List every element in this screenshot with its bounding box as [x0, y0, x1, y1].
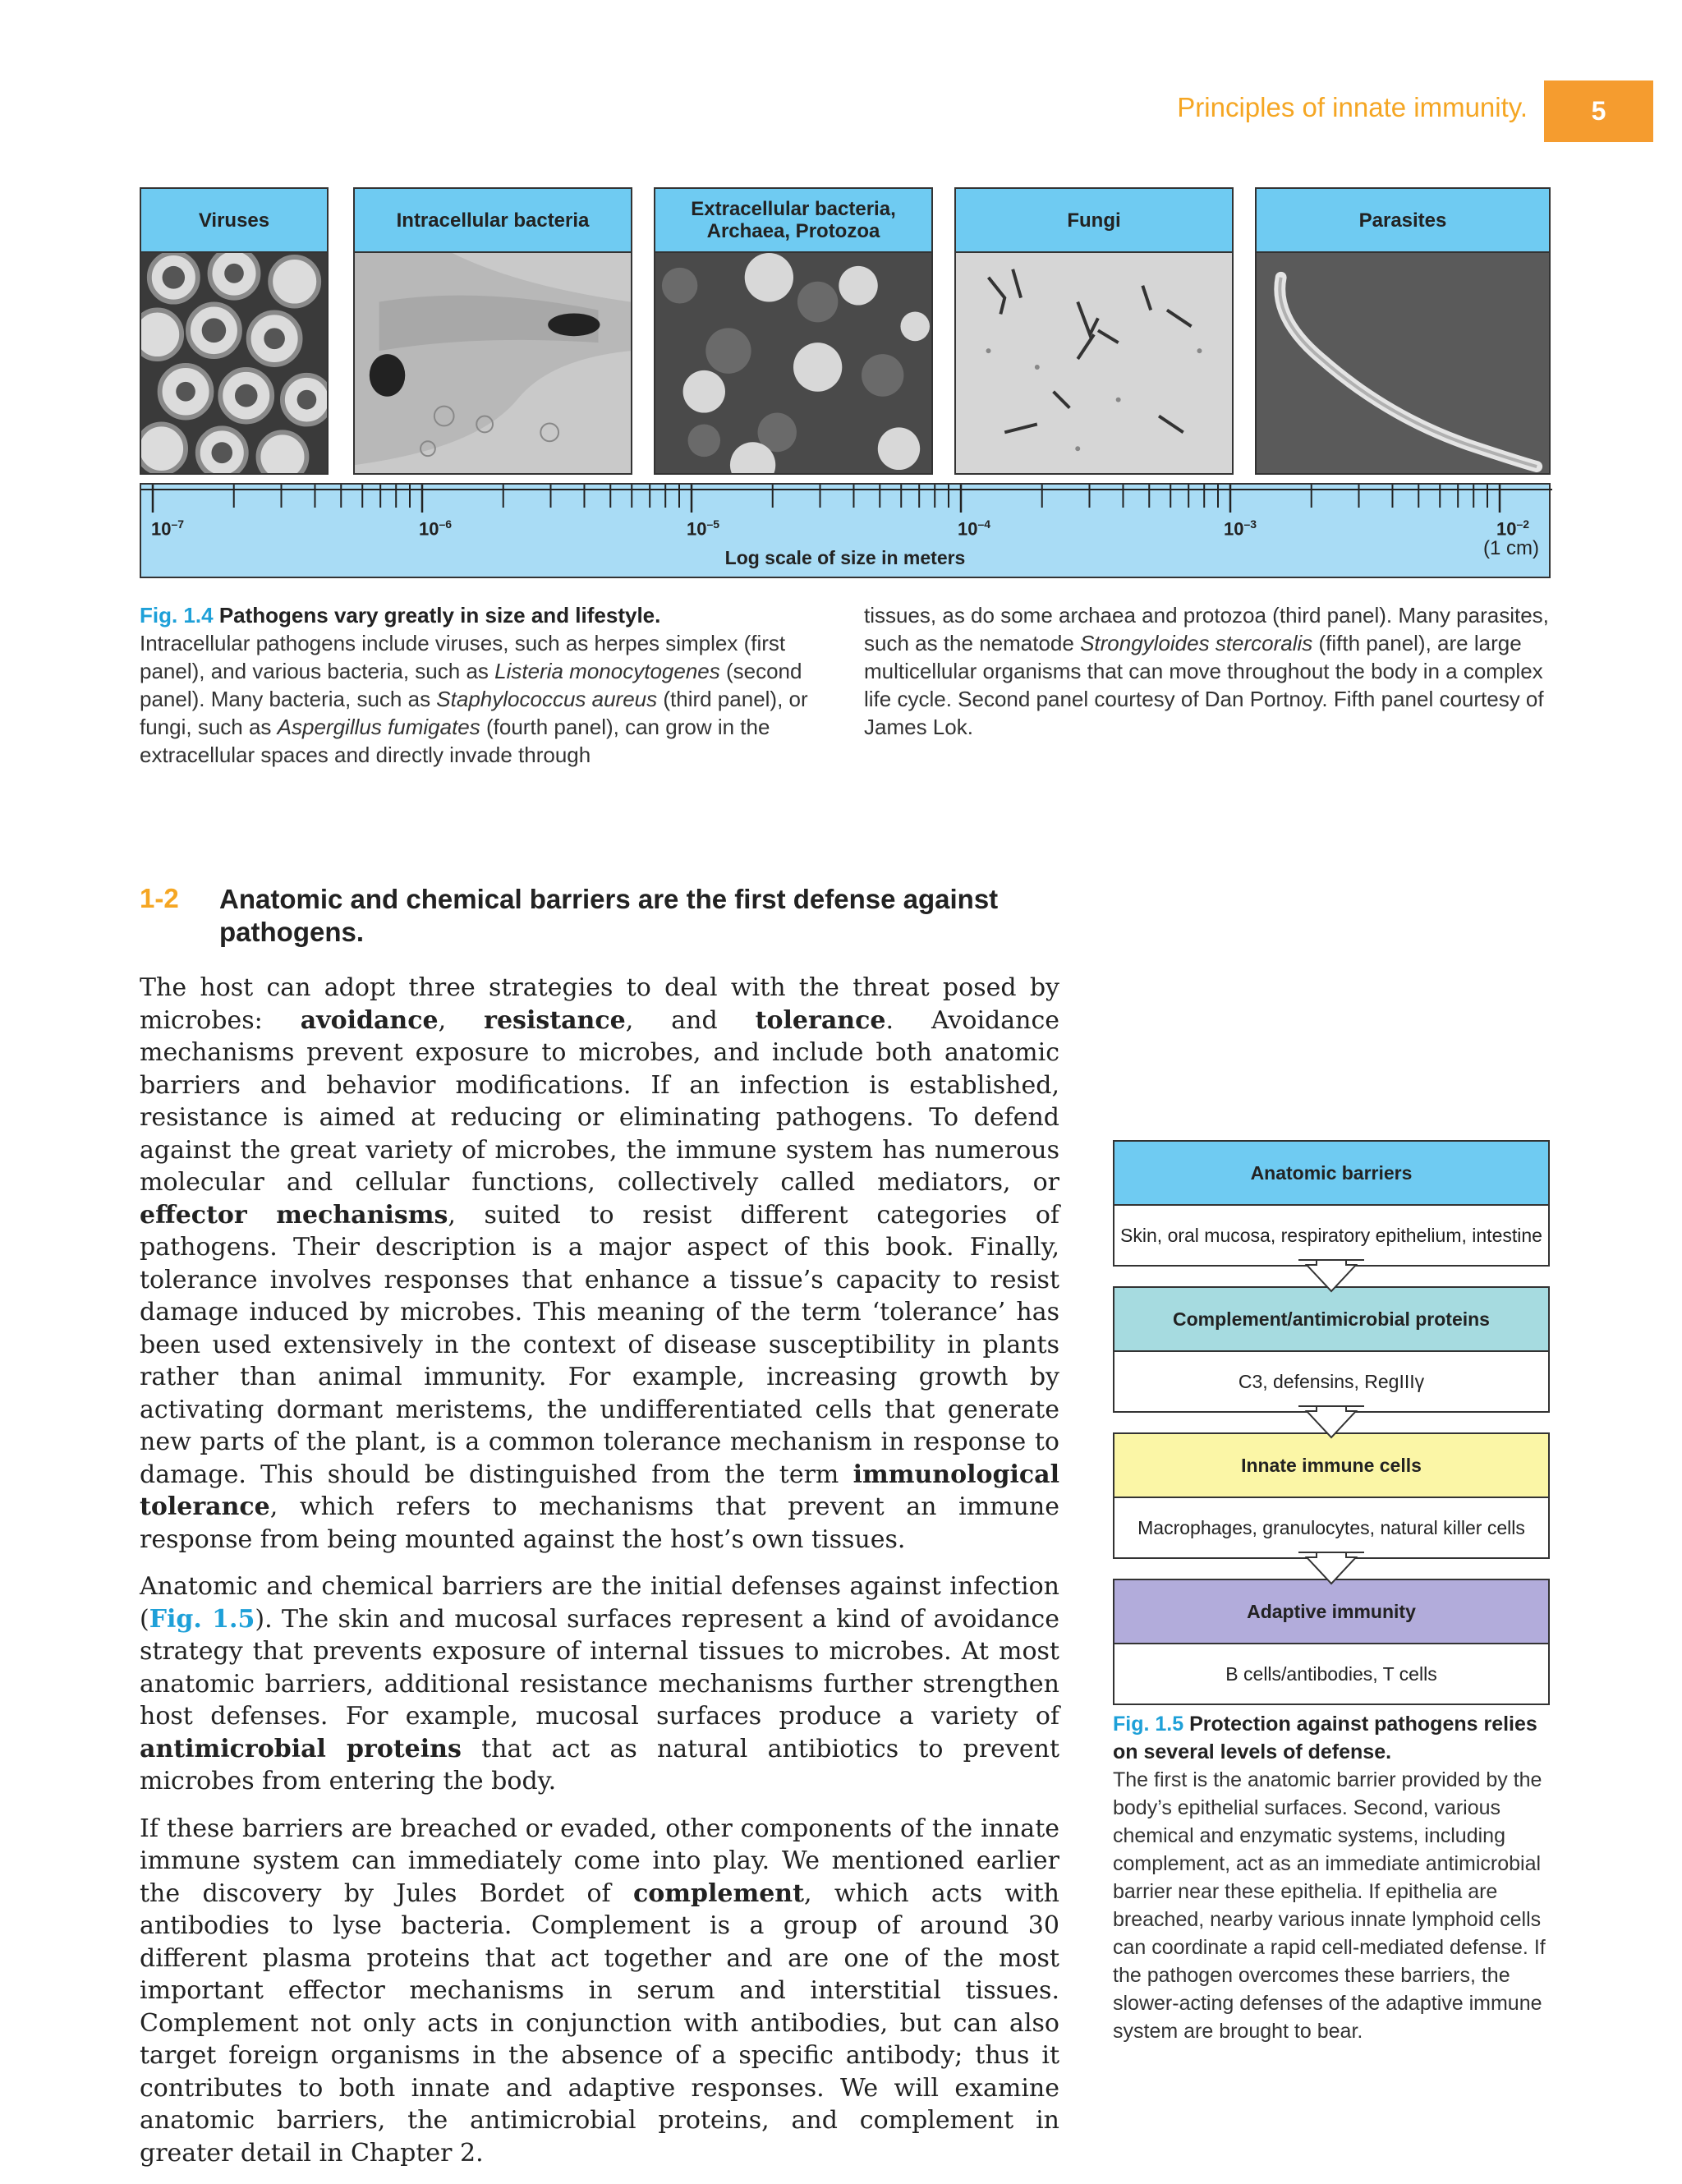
down-arrow-icon — [1113, 1559, 1550, 1579]
level-title: Anatomic barriers — [1114, 1142, 1548, 1206]
figure-1-4-caption — [140, 601, 842, 769]
log-scale-bar — [140, 483, 1551, 578]
figure-reference-link[interactable]: Fig. 1.5 — [149, 1604, 255, 1634]
caption-title: Protection against pathogens relies on several levels of defense. — [1113, 1713, 1537, 1763]
body-text — [140, 972, 1059, 2184]
figure-1-5-diagram — [1113, 1140, 1550, 1705]
level-detail: C3, defensins, RegIIIγ — [1114, 1352, 1548, 1411]
section-number: 1-2 — [140, 883, 179, 913]
fungi-micrograph — [956, 253, 1232, 473]
level-adaptive-immunity — [1113, 1579, 1550, 1705]
figure-1-5-caption — [1113, 1710, 1556, 2045]
caption-text: tissues, as do some archaea and protozoa (third panel). Many parasites, such as the nematode — [864, 603, 1549, 655]
species-name: Aspergillus fumigates — [277, 715, 480, 739]
species-name: Strongyloides stercoralis — [1080, 631, 1313, 655]
down-arrow-icon — [1113, 1267, 1550, 1286]
extracellular-micrograph — [655, 253, 931, 473]
panel-parasites — [1255, 187, 1551, 475]
tick-label: $10^{-3}$ — [1224, 517, 1257, 540]
panel-intracellular-bacteria — [353, 187, 632, 475]
caption-text: Intracellular pathogens include viruses, such as herpes simplex (first panel), and various bacteria, such as — [140, 631, 786, 683]
caption-text: (fourth panel), can grow in the extracellular spaces and directly invade through — [140, 715, 770, 767]
tick-label: $10^{-4}$ — [958, 517, 991, 540]
tick-label: $10^{-2}$ — [1496, 517, 1530, 540]
bacteria-micrograph — [355, 253, 631, 473]
tick-label: $10^{-7}$ — [151, 517, 185, 540]
level-detail: B cells/antibodies, T cells — [1114, 1644, 1548, 1704]
scale-unit-note: (1 cm) — [1483, 537, 1539, 559]
panel-label: Intracellular bacteria — [355, 189, 631, 253]
panel-fungi — [954, 187, 1234, 475]
scale-ticks — [141, 485, 1552, 517]
panel-label: Viruses — [141, 189, 327, 253]
panel-label: Extracellular bacteria, Archaea, Protozoa — [655, 189, 931, 253]
section-title: Anatomic and chemical barriers are the first defense against pathogens. — [219, 884, 999, 947]
level-innate-cells — [1113, 1432, 1550, 1559]
species-name: Staphylococcus aureus — [436, 687, 658, 711]
figure-1-4-caption-continued — [864, 601, 1550, 741]
page-number: 5 — [1544, 80, 1653, 142]
running-head: Principles of innate immunity. — [1177, 92, 1528, 122]
level-title: Complement/antimicrobial proteins — [1114, 1288, 1548, 1352]
panel-label: Fungi — [956, 189, 1232, 253]
tick-label: $10^{-6}$ — [419, 517, 453, 540]
caption-text: (fifth panel), are large multicellular organisms that can move throughout the body in a complex life cycle. Second panel courtesy of Dan Portnoy. Fifth panel courtesy of James Lok. — [864, 631, 1544, 739]
parasite-micrograph — [1257, 253, 1549, 473]
level-detail: Skin, oral mucosa, respiratory epithelium, intestine — [1114, 1206, 1548, 1265]
caption-title: Pathogens vary greatly in size and lifestyle. — [218, 603, 661, 628]
tick-label: $10^{-5}$ — [687, 517, 720, 540]
level-title: Innate immune cells — [1114, 1434, 1548, 1498]
species-name: Listeria monocytogenes — [494, 659, 720, 683]
down-arrow-icon — [1113, 1413, 1550, 1432]
caption-text: The first is the anatomic barrier provided by the body’s epithelial surfaces. Second, various chemical and enzymatic systems, including complement, act as an immediate antimicrobial barrier near these epithelia. If epithelia are breached, nearby various innate lymphoid cells can coordinate a rapid cell-mediated defense. If the pathogen overcomes these barriers, the slower-acting defenses of the adaptive immune system are brought to bear. — [1113, 1768, 1546, 2043]
figure-label: Fig. 1.5 — [1113, 1713, 1184, 1736]
virus-micrograph — [141, 253, 327, 473]
level-detail: Macrophages, granulocytes, natural killer cells — [1114, 1498, 1548, 1557]
paragraph: Anatomic and chemical barriers are the initial defenses against infection (Fig. 1.5). The skin and mucosal surfaces represent a kind of avoidance strategy that prevents exposure of internal tissues to microbes. At most anatomic barriers, additional resistance mechanisms further strengthen host defenses. For example, mucosal surfaces produce a variety of antimicrobial proteins that act as natural antibiotics to prevent microbes from entering the body. — [140, 1572, 1060, 1795]
panel-label: Parasites — [1257, 189, 1549, 253]
caption-text: (second panel). Many bacteria, such as — [140, 659, 802, 711]
caption-text: (third panel), or fungi, such as — [140, 687, 808, 739]
paragraph: If these barriers are breached or evaded, other components of the innate immune system can immediately come into play. We mentioned earlier the discovery by Jules Bordet of complement, which acts with antibodies to lyse bacteria. Complement is a group of around 30 different plasma proteins that act together and are one of the most important effector mechanisms in serum and interstitial tissues. Complement not only acts in conjunction with antibodies, but can also target foreign organisms in the absence of a specific antibody; thus it contributes to both innate and adaptive responses. We will examine anatomic barriers, the antimicrobial proteins, and complement in greater detail in Chapter 2. — [140, 1814, 1059, 2168]
level-title: Adaptive immunity — [1114, 1580, 1548, 1644]
paragraph: The host can adopt three strategies to deal with the threat posed by microbes: avoidance, resistance, and tolerance. Avoidance mechanisms prevent exposure to microbes, and include both anatomic barriers and behavior modifications. If an infection is established, resistance is aimed at reducing or eliminating pathogens. To defend against the great variety of microbes, the immune system has numerous molecular and cellular functions, collectively called mediators, or effector mechanisms, suited to resist different categories of pathogens. Their description is a major aspect of this book. Finally, tolerance involves responses that enhance a tissue’s capacity to resist damage induced by microbes. This meaning of the term ‘tolerance’ has been used extensively in the context of disease susceptibility in plants rather than animal immunity. For example, increasing growth by activating dormant meristems, the undifferentiated cells that generate new parts of the plant, is a common tolerance mechanism in response to damage. This should be distinguished from the term immunological tolerance, which refers to mechanisms that prevent an immune response from being mounted against the host’s own tissues. — [140, 973, 1060, 1554]
scale-title: Log scale of size in meters — [724, 547, 966, 568]
panel-viruses — [140, 187, 329, 475]
level-anatomic-barriers — [1113, 1140, 1550, 1267]
level-complement — [1113, 1286, 1550, 1413]
figure-label: Fig. 1.4 — [140, 603, 214, 628]
panel-extracellular-bacteria — [654, 187, 933, 475]
